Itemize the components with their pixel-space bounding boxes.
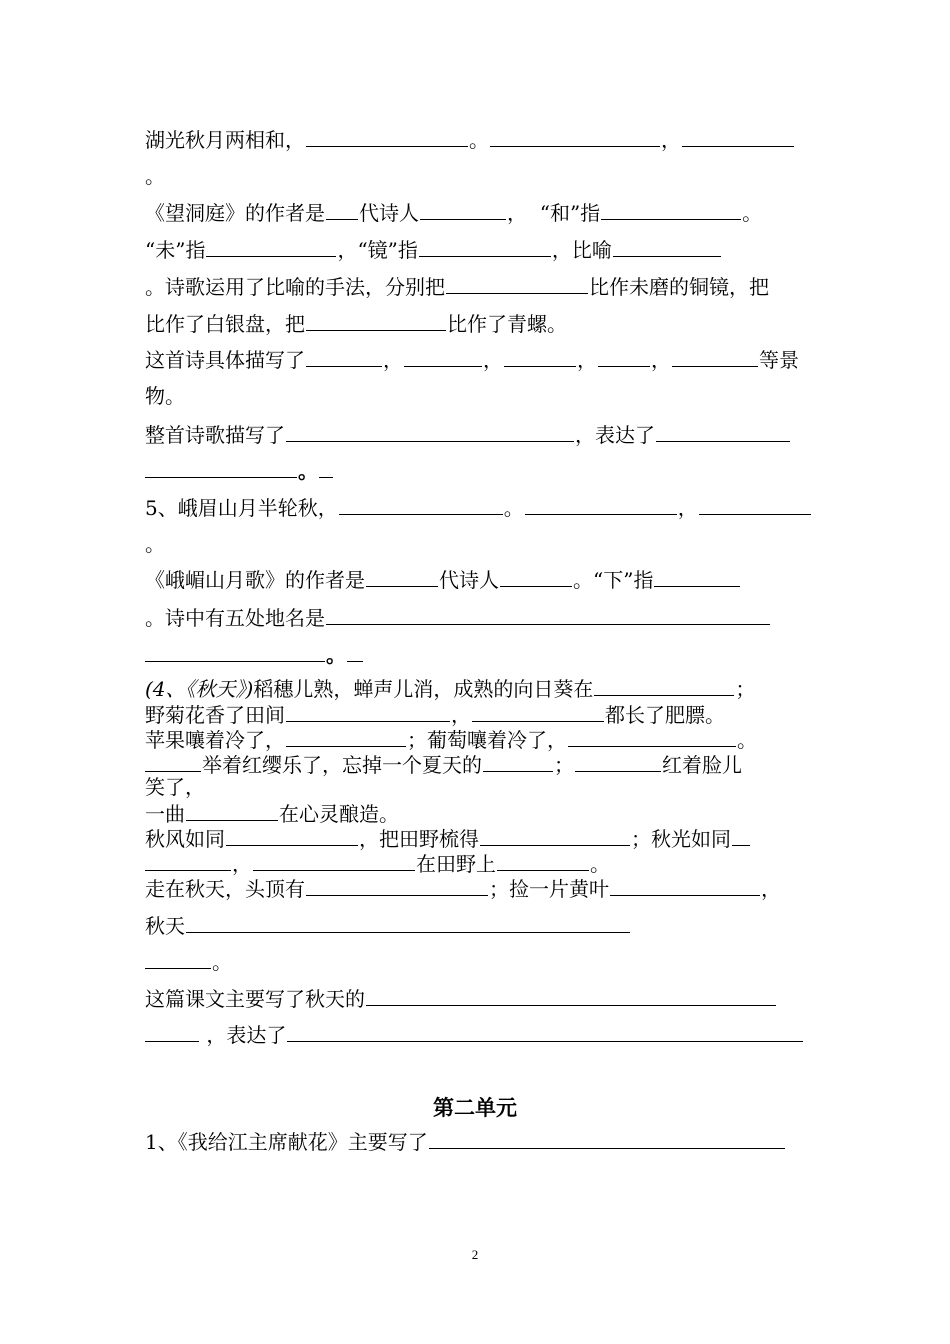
lesson-title: (4、《秋天》) [145, 677, 254, 701]
text: ； [554, 753, 574, 777]
fill-blank[interactable] [490, 126, 660, 147]
text: 。 [742, 201, 763, 225]
fill-blank[interactable] [446, 273, 588, 294]
text-line [145, 774, 810, 800]
fill-blank[interactable] [339, 494, 503, 515]
fill-blank[interactable] [594, 675, 734, 696]
text: “未”指 [145, 238, 206, 262]
text: ， [661, 128, 681, 152]
fill-blank[interactable] [497, 850, 589, 871]
text: ， [677, 496, 698, 520]
fill-blank[interactable] [186, 800, 278, 821]
fill-blank[interactable] [525, 494, 677, 515]
fill-blank[interactable] [145, 948, 211, 969]
text: 代诗人 [439, 568, 499, 592]
text: ， [483, 348, 503, 372]
fill-blank[interactable] [420, 199, 506, 220]
text: ；秋光如同 [631, 827, 731, 851]
text: 。 [145, 164, 165, 188]
text: 都长了肥膘。 [605, 703, 725, 727]
question-line [145, 1128, 810, 1155]
question-line [145, 566, 810, 593]
text: 物。 [145, 384, 185, 408]
fill-blank[interactable] [145, 641, 325, 662]
text: 。 [298, 459, 318, 483]
question-line [145, 273, 810, 300]
fill-blank[interactable] [286, 421, 574, 442]
question-line [145, 236, 810, 263]
text: 。 [590, 852, 610, 876]
text: 比作了白银盘，把 [145, 312, 305, 336]
fill-blank[interactable] [286, 701, 450, 722]
poem-line [145, 800, 810, 827]
fill-blank[interactable] [613, 236, 721, 257]
text: ；捡一片黄叶 [489, 877, 609, 901]
fill-blank[interactable] [610, 875, 760, 896]
fill-blank[interactable] [319, 457, 333, 478]
fill-blank[interactable] [656, 421, 790, 442]
text: ， [383, 348, 403, 372]
fill-blank[interactable] [472, 701, 604, 722]
text: ，表达了 [575, 423, 655, 447]
text: 秋风如同 [145, 827, 225, 851]
poem-line [145, 726, 810, 753]
poem-line [145, 875, 810, 902]
text-line [145, 531, 810, 557]
question-line [145, 457, 810, 484]
text: 这首诗具体描写了 [145, 348, 305, 372]
fill-blank[interactable] [226, 825, 358, 846]
section-heading: 第二单元 [433, 1095, 517, 1120]
text: 《望洞庭》的作者是 [145, 201, 325, 225]
fill-blank[interactable] [186, 912, 630, 933]
text: 整首诗歌描写了 [145, 423, 285, 447]
fill-blank[interactable] [682, 126, 794, 147]
question-line [145, 948, 810, 975]
fill-blank[interactable] [575, 751, 661, 772]
text: ， [232, 852, 252, 876]
question-line [145, 1021, 810, 1048]
text: 。“下”指 [573, 568, 654, 592]
fill-blank[interactable] [286, 726, 406, 747]
poem-line [145, 825, 810, 852]
fill-blank[interactable] [145, 751, 201, 772]
fill-blank[interactable] [287, 1021, 803, 1042]
fill-blank[interactable] [480, 825, 630, 846]
text: ， [507, 201, 527, 225]
text: 比作未磨的铜镜，把 [589, 275, 769, 299]
question-line [145, 199, 810, 226]
fill-blank[interactable] [598, 346, 650, 367]
question-line [145, 912, 810, 939]
text: 。诗歌运用了比喻的手法，分别把 [145, 275, 445, 299]
text: 稻穗儿熟，蝉声儿消，成熟的向日葵在 [253, 677, 594, 701]
fill-blank[interactable] [253, 850, 415, 871]
fill-blank[interactable] [699, 494, 811, 515]
text: 举着红缨乐了，忘掉一个夏天的 [202, 753, 482, 777]
text: 等景 [759, 348, 799, 372]
text: 。 [503, 496, 524, 520]
fill-blank[interactable] [429, 1128, 785, 1149]
text: 秋天 [145, 914, 185, 938]
fill-blank[interactable] [306, 875, 488, 896]
text: 野菊花香了田间 [145, 703, 285, 727]
text: 红着脸儿 [662, 753, 742, 777]
text: ， [451, 703, 471, 727]
fill-blank[interactable] [568, 726, 736, 747]
text: 。 [737, 728, 757, 752]
text: 在田野上 [416, 852, 496, 876]
poem-line [145, 126, 810, 153]
text: 5、峨眉山月半轮秋， [145, 496, 338, 520]
question-line [145, 310, 810, 337]
text: 一曲 [145, 802, 185, 826]
text: 。 [326, 643, 346, 667]
poem-line [145, 850, 810, 877]
text: ；葡萄嚷着冷了， [407, 728, 567, 752]
poem-line [145, 494, 810, 521]
fill-blank[interactable] [601, 199, 741, 220]
text: 在心灵酿造。 [279, 802, 399, 826]
fill-blank[interactable] [404, 346, 482, 367]
question-line [145, 421, 810, 448]
question-line [145, 641, 810, 668]
text: ， [577, 348, 597, 372]
text: ，把田野梳得 [359, 827, 479, 851]
text: ； [735, 677, 756, 701]
text: 笑了， [145, 775, 205, 799]
text: 。 [212, 950, 232, 974]
fill-blank[interactable] [483, 751, 553, 772]
text-line [145, 383, 810, 409]
fill-blank[interactable] [672, 346, 758, 367]
fill-blank[interactable] [654, 566, 740, 587]
text: 。诗中有五处地名是 [145, 606, 325, 630]
fill-blank[interactable] [306, 310, 446, 331]
question-line [145, 346, 810, 373]
question-line [145, 604, 810, 631]
poem-line [145, 701, 810, 728]
fill-blank[interactable] [347, 641, 363, 662]
text: “和”指 [539, 201, 601, 225]
text: ， [651, 348, 671, 372]
fill-blank[interactable] [732, 825, 750, 846]
fill-blank[interactable] [306, 346, 382, 367]
text: ，表达了 [206, 1023, 287, 1047]
fill-blank[interactable] [366, 566, 438, 587]
text: 苹果嚷着冷了， [145, 728, 285, 752]
text: ，“镜”指 [337, 238, 418, 262]
fill-blank[interactable] [206, 236, 336, 257]
text: 走在秋天，头顶有 [145, 877, 305, 901]
fill-blank[interactable] [500, 566, 572, 587]
fill-blank[interactable] [306, 126, 468, 147]
text: 。 [469, 128, 489, 152]
question-line [145, 985, 810, 1012]
text-line [145, 163, 810, 189]
fill-blank[interactable] [326, 199, 358, 220]
fill-blank[interactable] [366, 985, 776, 1006]
fill-blank[interactable] [145, 1021, 199, 1042]
text: 湖光秋月两相和， [145, 128, 305, 152]
fill-blank[interactable] [145, 457, 297, 478]
fill-blank[interactable] [419, 236, 551, 257]
fill-blank[interactable] [504, 346, 576, 367]
text: 。 [145, 532, 165, 556]
poem-line [145, 675, 810, 702]
text: 代诗人 [359, 201, 419, 225]
fill-blank[interactable] [326, 604, 770, 625]
page-number: 2 [471, 1247, 479, 1262]
fill-blank[interactable] [145, 850, 231, 871]
text: ，比喻 [551, 238, 612, 262]
text: 比作了青螺。 [447, 312, 567, 336]
text: ， [761, 877, 781, 901]
text: 《峨嵋山月歌》的作者是 [145, 568, 365, 592]
text: 这篇课文主要写了秋天的 [145, 987, 365, 1011]
text: 1、《我给江主席献花》主要写了 [145, 1130, 428, 1154]
